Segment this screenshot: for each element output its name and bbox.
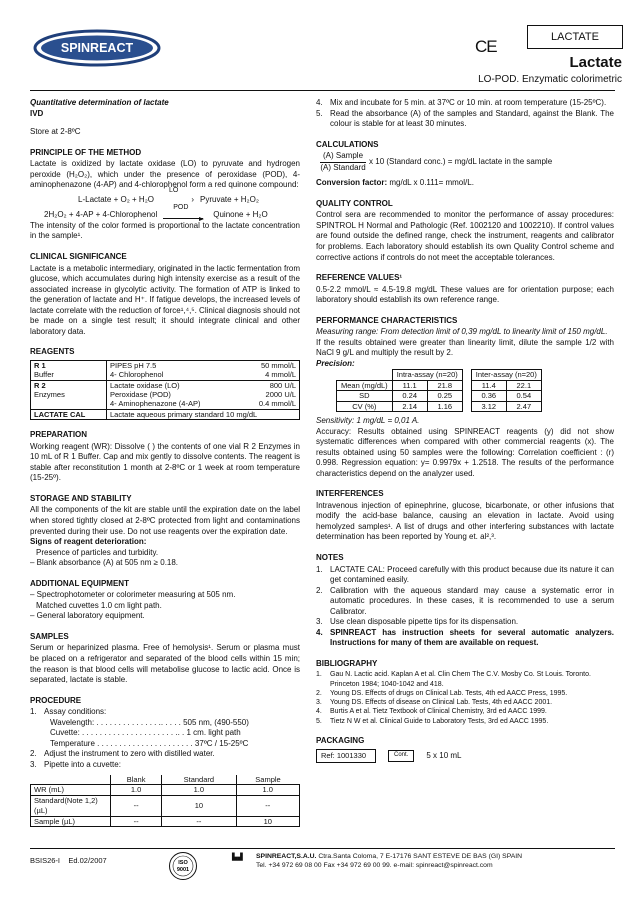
- deterioration-item: – Blank absorbance (A) at 505 nm ≥ 0.18.: [30, 558, 179, 568]
- eq1-enzyme: LO: [169, 187, 179, 195]
- storage-title: STORAGE AND STABILITY: [30, 493, 132, 503]
- equipment-item: – Spectrophotometer or colorimeter measuring at 505 nm.: [30, 590, 236, 600]
- manufacturer-logo-mark: ▙▟: [232, 854, 243, 861]
- equation-1: L-Lactate + O₂ + H₂O LO › Pyruvate + H₂O₂: [78, 187, 259, 205]
- reagents-title: REAGENTS: [30, 347, 75, 357]
- clinical-title: CLINICAL SIGNIFICANCE: [30, 252, 127, 262]
- footer-divider: [30, 848, 615, 849]
- right-column: [316, 98, 614, 763]
- reference-values-title: REFERENCE VALUES¹: [316, 273, 403, 283]
- quality-control-title: QUALITY CONTROL: [316, 198, 393, 208]
- equipment-item: – General laboratory equipment.: [30, 611, 145, 621]
- company-info: SPINREACT,S.A.U. Ctra.Santa Coloma, 7 E-17176 SANT ESTEVE DE BAS (GI) SPAIN Tel. +34 972 69 08 00 Fax +34 972 69 00 99. e-mail: spinreact@spinreact.com: [256, 853, 523, 870]
- clinical-text: Lactate is a metabolic intermediary, originated in the lactic fermentation from glucose, which accumulates during high intensity exercise as a result of the associated increase in glycolytic activity. The formation of ATP is linked to the generation of lactate and H⁺. If fatigue develops, the increased levels of lactate correlate with the reduction of force¹,⁴,⁵. Clinical diagnosis should not be made on a single test result; it should integrate clinical and other laboratory data.: [30, 263, 301, 336]
- list-item: 1. Gau N. Lactic acid. Kaplan A et al. Clin Chem The C.V. Mosby Co. St Louis. Toronto. Princeton 1984; 1040-1042 and 418.: [316, 671, 591, 688]
- list-item: Temperature . . . . . . . . . . . . . . . . . . . . . . 37ºC / 15-25ºC: [50, 738, 249, 748]
- list-item: 5. Tietz N W et al. Clinical Guide to Laboratory Tests, 3rd ed AACC 1995.: [316, 717, 549, 725]
- intro-title: Quantitative determination of lactate: [30, 98, 169, 107]
- document-code: BSIS26-I Ed.02/2007: [30, 856, 107, 865]
- table-row: R 1 Buffer PIPES pH 7.5 4- Chlorophenol 50 mmol/L 4 mmol/L: [31, 360, 300, 380]
- left-column: [30, 98, 300, 827]
- preparation-title: PREPARATION: [30, 430, 88, 440]
- precision-label: Precision:: [316, 358, 355, 368]
- precision-table: [336, 369, 542, 412]
- packaging-row: [316, 749, 614, 763]
- table-row: CV (%) 2.14 1.16 3.12 2.47: [337, 401, 542, 411]
- storage-note: Store at 2-8ºC: [30, 127, 81, 137]
- sensitivity: Sensitivity: 1 mg/dL = 0,01 A.: [316, 415, 420, 425]
- procedure-list: [30, 707, 300, 770]
- table-row: WR (mL) 1.0 1.0 1.0: [31, 785, 300, 796]
- list-item: 1. LACTATE CAL: Proceed carefully with this product because due its nature it can get contamined easily.: [316, 564, 614, 585]
- ivd-label: IVD: [30, 108, 44, 118]
- measuring-range: Measuring range: From detection limit of 0,39 mg/dL to linearity limit of 150 mg/dL.: [316, 327, 608, 337]
- equation-2: [44, 203, 300, 221]
- reagents-table: [30, 360, 300, 420]
- procedure-continued: [316, 98, 614, 130]
- reaction-arrow: [163, 211, 203, 219]
- svg-text:9001: 9001: [176, 867, 190, 873]
- conversion-factor: Conversion factor: mg/dL x 0.111= mmol/L.: [316, 178, 474, 188]
- notes-title: NOTES: [316, 553, 344, 562]
- product-tag: LACTATE: [527, 25, 623, 49]
- table-row: SD 0.24 0.25 0.36 0.54: [337, 391, 542, 401]
- product-subtitle: LO-POD. Enzymatic colorimetric: [478, 74, 622, 85]
- procedure-title: PROCEDURE: [30, 695, 82, 705]
- equipment-item: Matched cuvettes 1.0 cm light path.: [36, 600, 162, 610]
- table-row: Blank Standard Sample: [31, 775, 300, 785]
- list-item: Wavelength: . . . . . . . . . . . . . . .. . . . . 505 nm, (490-550): [50, 717, 249, 727]
- svg-text:ISO: ISO: [178, 860, 188, 866]
- packaging-ref: Ref: 1001330: [316, 749, 376, 763]
- list-item: 3. Pipette into a cuvette:: [30, 759, 121, 769]
- deterioration-item: Presence of particles and turbidity.: [36, 547, 159, 557]
- list-item: Cuvette: . . . . . . . . . . . . . . . . . . . . . .. . 1 cm. light path: [50, 728, 241, 738]
- product-title: Lactate: [569, 54, 622, 71]
- calculation-formula: $\frac{\text{(A) Sample}}{\text{(A) Standard}}$ x 10 (Standard conc.) = mg/dL lactate in the sample: [320, 151, 553, 172]
- principle-title: PRINCIPLE OF THE METHOD: [30, 147, 142, 157]
- performance-title: PERFORMANCE CHARACTERISTICS: [316, 315, 458, 325]
- table-row: R 2 Enzymes Lactate oxidase (LO) Peroxidase (POD) 4- Aminophenazone (4-AP) 800 U/L 2000 U/L 0.4 mmol/L: [31, 380, 300, 409]
- eq1-right: Pyruvate + H₂O₂: [200, 194, 259, 204]
- principle-text: Lactate is oxidized by lactate oxidase (LO) to pyruvate and hydrogen peroxide (H₂O₂), which under the presence of peroxidase (POD), 4-aminophenazone (4-AP) and 4-chlorophenol form a red quinone compound:: [30, 159, 300, 190]
- spinreact-logo: [32, 28, 162, 68]
- performance-text: If the results obtained were greater than linearity limit, dilute the sample 1/2 with NaCl 9 g/L and multiply the result by 2.: [316, 337, 614, 358]
- notes-list: [316, 565, 614, 649]
- reference-values-text: 0.5-2.2 mmol/L ≈ 4.5-19.8 mg/dL These values are for orientation purpose; each laboratory should establish its own reference range.: [316, 284, 614, 305]
- list-item: 3. Use clean disposable pipette tips for its dispensation.: [316, 617, 519, 627]
- table-row: Standard(Note 1,2) (µL) -- 10 --: [31, 796, 300, 817]
- interferences-text: Intravenous injection of epinephrine, glucose, bicarbonate, or other infusions that modify the acid-base balance, causing an elevation in lactate. Avoid using hemolyzed samples¹. A list of drugs and other interfering substances with lactate determination has been reported by Young et. al²,³.: [316, 500, 614, 542]
- accuracy-text: Accuracy: Results obtained using SPINREACT reagents (y) did not show systematic differences when compared with other commercial reagents (x). The results obtained using 50 samples were the following: Correlation coefficient : (r) 0.998. Regression equation: y= 0.9979x + 1.2518. The results of the performance characteristics depend on the analyzer used.: [316, 426, 614, 478]
- list-item: 5. Read the absorbance (A) of the samples and Standard, against the Blank. The colour is stable for at least 30 minutes.: [316, 108, 614, 129]
- deterioration-title: Signs of reagent deterioration:: [30, 537, 147, 547]
- svg-text:SPINREACT: SPINREACT: [60, 41, 134, 55]
- eq2-right: Quinone + H₂O: [213, 210, 268, 220]
- eq2-left: 2H₂O₂ + 4-AP + 4-Chlorophenol: [44, 210, 158, 220]
- packaging-quantity: 5 x 10 mL: [426, 751, 462, 761]
- bibliography-list: [316, 670, 614, 725]
- equipment-title: ADDITIONAL EQUIPMENT: [30, 578, 129, 588]
- table-row: Mean (mg/dL) 11.1 21.8 11.4 22.1: [337, 380, 542, 390]
- header-divider: [30, 90, 615, 91]
- packaging-title: PACKAGING: [316, 735, 365, 745]
- iso-seal: [168, 851, 198, 881]
- quality-control-text: Control sera are recommended to monitor the performance of assay procedures: SPINTROL H Normal and Pathologic (Ref. 1002120 and 1002210). If control values are found outside the defined range, check the instrument, reagents and calibrator for problems. Each laboratory should establish its own Quality Control scheme and corrective actions if controls do not meet the acceptable tolerances.: [316, 210, 614, 262]
- list-item: 4. SPINREACT has instruction sheets for several automatic analyzers. Instructions for many of them are available on request.: [316, 627, 614, 648]
- list-item: 1. Assay conditions:: [30, 707, 107, 717]
- table-row: Intra-assay (n=20) Inter-assay (n=20): [337, 370, 542, 380]
- preparation-text: Working reagent (WR): Dissolve ( ) the contents of one vial R 2 Enzymes in 10 mL of R 1 Buffer. Cap and mix gently to dissolve contents. The reagent is stable after reconstitution 1 month at 2-8ºC or 1 week at room temperature (15-25º).: [30, 441, 300, 483]
- interferences-title: INTERFERENCES: [316, 489, 384, 499]
- eq2-enzyme: POD: [173, 203, 189, 211]
- pipetting-table: [30, 775, 300, 828]
- principle-after: The intensity of the color formed is proportional to the lactate concentration in the sample¹.: [30, 220, 300, 241]
- list-item: 4. Mix and incubate for 5 min. at 37ºC or 10 min. at room temperature (15-25ºC).: [316, 98, 607, 107]
- table-row: LACTATE CAL Lactate aqueous primary standard 10 mg/dL: [31, 409, 300, 419]
- storage-text: All the components of the kit are stable until the expiration date on the label when stored tightly closed at 2-8ºC protected from light and contaminations prevented during their use. Do not use reagents over the expiration date.: [30, 505, 300, 536]
- list-item: 3. Young DS. Effects of disease on Clinical Lab. Tests, 4th ed AACC 2001.: [316, 699, 553, 707]
- list-item: 4. Burtis A et al. Tietz Textbook of Clinical Chemistry, 3rd ed AACC 1999.: [316, 708, 547, 716]
- samples-title: SAMPLES: [30, 631, 69, 641]
- bibliography-title: BIBLIOGRAPHY: [316, 658, 378, 668]
- list-item: 2. Adjust the instrument to zero with distilled water.: [30, 749, 215, 759]
- eq1-left: L-Lactate + O₂ + H₂O: [78, 194, 155, 204]
- calculations-title: CALCULATIONS: [316, 139, 379, 149]
- ce-mark: CE: [475, 37, 497, 56]
- list-item: 2. Young DS. Effects of drugs on Clinical Lab. Tests, 4th ed AACC Press, 1995.: [316, 689, 568, 697]
- list-item: 2. Calibration with the aqueous standard may cause a systematic error in automatic procedures. In these cases, it is recommended to use a serum Calibrator.: [316, 585, 614, 616]
- table-row: Sample (µL) -- -- 10: [31, 816, 300, 827]
- samples-text: Serum or heparinized plasma. Free of hemolysis¹. Serum or plasma must be placed on a refrigerator and separated of the blood cells within 15 min; the reason is that blood cells will metabolise glucose to lactic acid. Once is separated, lactate is stable.: [30, 643, 300, 685]
- contents-symbol: Cont.: [388, 750, 414, 762]
